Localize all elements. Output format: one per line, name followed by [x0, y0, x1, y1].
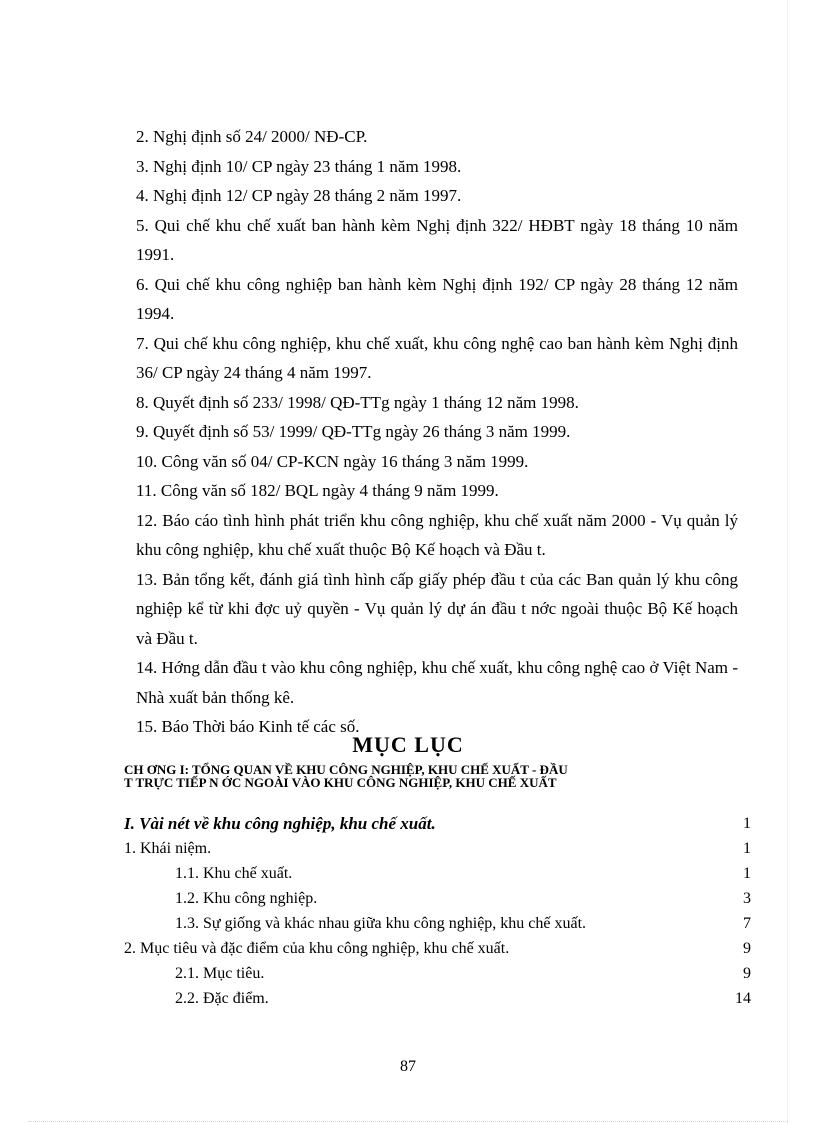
- reference-item: 4. Nghị định 12/ CP ngày 28 tháng 2 năm 1997.: [136, 186, 462, 205]
- reference-item: 5. Qui chế khu chế xuất ban hành kèm Nghị định 322/ HĐBT ngày 18 tháng 10 năm 1991.: [136, 215, 738, 264]
- reference-list: [136, 122, 738, 742]
- page-border-bottom: [28, 1121, 788, 1122]
- chapter-title: [124, 763, 724, 789]
- reference-item: 14. Hớng dẫn đầu t vào khu công nghiệp, khu chế xuất, khu công nghệ cao ở Việt Nam - Nhà xuất bản thống kê.: [136, 658, 738, 707]
- reference-item: 10. Công văn số 04/ CP-KCN ngày 16 tháng 3 năm 1999.: [136, 451, 529, 471]
- reference-item: 9. Quyết định số 53/ 1999/ QĐ-TTg ngày 26 tháng 3 năm 1999.: [136, 422, 571, 441]
- toc-entry[interactable]: [124, 811, 751, 836]
- reference-item: 13. Bản tổng kết, đánh giá tình hình cấp giấy phép đầu t của các Ban quản lý khu công nghiệp kể từ khi đợc uỷ quyền - Vụ quản lý dự án đầu t nớc ngoài thuộc Bộ Kế hoạch và Đầu t.: [136, 569, 738, 648]
- toc-entry-page: 14: [735, 990, 751, 1007]
- toc-entry-page: 1: [743, 865, 751, 882]
- toc-entry-title: 1.1. Khu chế xuất.: [175, 865, 293, 882]
- reference-item: 8. Quyết định số 233/ 1998/ QĐ-TTg ngày 1 tháng 12 năm 1998.: [136, 392, 579, 412]
- reference-item: 7. Qui chế khu công nghiệp, khu chế xuất, khu công nghệ cao ban hành kèm Nghị định 36/ CP ngày 24 tháng 4 năm 1997.: [136, 333, 738, 382]
- reference-item: 15. Báo Thời báo Kinh tế các số.: [136, 717, 360, 736]
- toc-entry-title: I. Vài nét về khu công nghiệp, khu chế xuất.: [124, 814, 436, 833]
- toc-entry[interactable]: [124, 986, 751, 1011]
- table-of-contents: [124, 811, 751, 1011]
- page-number: 87: [400, 1058, 416, 1075]
- toc-entry[interactable]: [124, 886, 751, 911]
- toc-entry-page: 1: [743, 815, 751, 832]
- toc-entry[interactable]: [124, 861, 751, 886]
- toc-entry[interactable]: [124, 936, 751, 961]
- page-border-right: [787, 0, 788, 1123]
- reference-item: 6. Qui chế khu công nghiệp ban hành kèm Nghị định 192/ CP ngày 28 tháng 12 năm 1994.: [136, 274, 738, 323]
- toc-entry-title: 2.2. Đặc điểm.: [175, 990, 269, 1007]
- toc-entry-page: 1: [743, 840, 751, 857]
- toc-heading: MỤC LỤC: [352, 732, 464, 757]
- toc-entry-title: 2. Mục tiêu và đặc điểm của khu công nghiệp, khu chế xuất.: [124, 940, 510, 957]
- reference-item: 2. Nghị định số 24/ 2000/ NĐ-CP.: [136, 127, 368, 146]
- toc-entry-page: 3: [743, 890, 751, 907]
- chapter-title-line: CH ƠNG I: TỔNG QUAN VỀ KHU CÔNG NGHIỆP, KHU CHẾ XUẤT - ĐẦU: [124, 762, 568, 777]
- toc-entry-page: 9: [743, 940, 751, 957]
- reference-item: 12. Báo cáo tình hình phát triển khu công nghiệp, khu chế xuất năm 2000 - Vụ quản lý khu công nghiệp, khu chế xuất thuộc Bộ Kế hoạch và Đầu t.: [136, 510, 738, 559]
- reference-item: 3. Nghị định 10/ CP ngày 23 tháng 1 năm 1998.: [136, 156, 462, 176]
- toc-entry-page: 7: [743, 915, 751, 932]
- chapter-title-line: T TRỰC TIẾP N ỚC NGOÀI VÀO KHU CÔNG NGHIỆP, KHU CHẾ XUẤT: [124, 775, 557, 790]
- reference-item: 11. Công văn số 182/ BQL ngày 4 tháng 9 năm 1999.: [136, 481, 499, 500]
- toc-entry-title: 1. Khái niệm.: [124, 840, 212, 857]
- toc-entry[interactable]: [124, 961, 751, 986]
- toc-entry-page: 9: [743, 965, 751, 982]
- toc-entry-title: 1.2. Khu công nghiệp.: [175, 890, 318, 907]
- toc-entry-title: 1.3. Sự giống và khác nhau giữa khu công nghiệp, khu chế xuất.: [175, 915, 587, 932]
- toc-entry[interactable]: [124, 911, 751, 936]
- toc-entry[interactable]: [124, 836, 751, 861]
- toc-entry-title: 2.1. Mục tiêu.: [175, 965, 265, 982]
